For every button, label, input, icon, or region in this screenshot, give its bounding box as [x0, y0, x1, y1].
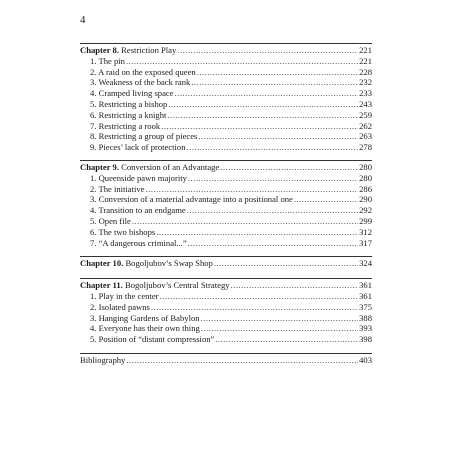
section-spacer: [80, 269, 372, 278]
toc-entry: [80, 194, 372, 205]
dot-leader: [132, 216, 358, 227]
entry-title: 4. Everyone has their own thing: [90, 323, 200, 334]
entry-title: 9. Pieces’ lack of protection: [90, 142, 186, 153]
table-of-contents: [80, 43, 372, 366]
dot-leader: [214, 258, 358, 269]
toc-entry: [80, 227, 372, 238]
toc-section-chapter-8: [80, 43, 372, 153]
toc-chapter-line: [80, 355, 372, 366]
toc-entry: [80, 67, 372, 78]
entry-page-number: 393: [359, 323, 372, 334]
entry-title: 7. Restricting a rook: [90, 120, 161, 131]
toc-entry: [80, 291, 372, 302]
chapter-label: Chapter 9.: [80, 161, 119, 172]
dot-leader: [231, 280, 359, 291]
toc-entry: [80, 205, 372, 216]
entry-page-number: 292: [359, 205, 372, 216]
toc-entry: [80, 110, 372, 121]
entry-title: 2. A raid on the exposed queen: [90, 66, 196, 77]
toc-entry: [80, 313, 372, 324]
dot-leader: [167, 110, 358, 121]
chapter-page-number: 361: [359, 280, 372, 291]
entry-page-number: 259: [359, 109, 372, 120]
dot-leader: [126, 355, 358, 366]
toc-chapter-heading: [80, 45, 176, 56]
toc-entry: [80, 323, 372, 334]
entry-page-number: 317: [359, 237, 372, 248]
entry-title: 8. Restricting a group of pieces: [90, 131, 198, 142]
dot-leader: [175, 88, 359, 99]
chapter-label: Chapter 11.: [80, 280, 123, 291]
entry-page-number: 262: [359, 120, 372, 131]
entry-page-number: 278: [359, 142, 372, 153]
dot-leader: [188, 173, 358, 184]
dot-leader: [187, 142, 359, 153]
toc-chapter-heading: [80, 280, 230, 291]
toc-entry: [80, 173, 372, 184]
dot-leader: [146, 184, 359, 195]
entry-page-number: 286: [359, 183, 372, 194]
toc-entry: [80, 56, 372, 67]
chapter-title: Bogoljubov’s Central Strategy: [124, 280, 230, 291]
dot-leader: [177, 45, 358, 56]
chapter-label: Chapter 8.: [80, 45, 119, 55]
entry-page-number: 221: [359, 55, 372, 66]
toc-chapter-heading: [80, 258, 213, 269]
dot-leader: [188, 238, 358, 249]
toc-entry: [80, 121, 372, 132]
toc-chapter-line: [80, 280, 372, 291]
toc-entry: [80, 184, 372, 195]
entry-title: 5. Restricting a bishop: [90, 98, 168, 109]
toc-entry: [80, 77, 372, 88]
toc-entry: [80, 131, 372, 142]
entry-title: 2. The initiative: [90, 183, 145, 194]
chapter-page-number: 403: [359, 354, 372, 365]
dot-leader: [294, 194, 358, 205]
chapter-page-number: 221: [359, 45, 372, 55]
dot-leader: [168, 99, 358, 110]
toc-chapter-line: [80, 258, 372, 269]
toc-entry: [80, 99, 372, 110]
toc-section-chapter-11: [80, 278, 372, 345]
entry-title: 3. Hanging Gardens of Babylon: [90, 312, 200, 323]
entry-page-number: 375: [359, 301, 372, 312]
dot-leader: [191, 77, 358, 88]
section-spacer: [80, 345, 372, 353]
dot-leader: [197, 67, 358, 78]
toc-entry: [80, 334, 372, 345]
toc-entry: [80, 238, 372, 249]
entry-title: 3. Weakness of the back rank: [90, 77, 191, 88]
dot-leader: [198, 131, 358, 142]
entry-page-number: 263: [359, 131, 372, 142]
toc-chapter-heading: [80, 162, 219, 173]
entry-title: 3. Conversion of a material advantage into a positional one: [90, 194, 293, 205]
entry-page-number: 361: [359, 290, 372, 301]
entry-title: 5. Open file: [90, 215, 131, 226]
toc-entry: [80, 302, 372, 313]
entry-page-number: 243: [359, 98, 372, 109]
entry-title: 4. Transition to an endgame: [90, 205, 186, 216]
entry-page-number: 398: [359, 334, 372, 345]
entry-title: 7. “A dangerous criminal...”: [90, 237, 187, 248]
chapter-page-number: 324: [359, 258, 372, 269]
chapter-page-number: 280: [359, 161, 372, 172]
section-spacer: [80, 248, 372, 256]
section-spacer: [80, 153, 372, 160]
entry-page-number: 232: [359, 77, 372, 88]
dot-leader: [187, 205, 358, 216]
page-number: 4: [80, 14, 86, 26]
toc-section-chapter-9: [80, 160, 372, 248]
entry-title: 6. Restricting a knight: [90, 109, 167, 120]
toc-chapter-heading: [80, 355, 125, 366]
dot-leader: [215, 334, 358, 345]
entry-title: 1. Queenside pawn majority: [90, 172, 187, 183]
entry-page-number: 388: [359, 312, 372, 323]
toc-chapter-line: [80, 162, 372, 173]
chapter-title: Bogoljubov’s Swap Shop: [125, 258, 213, 269]
toc-entry: [80, 142, 372, 153]
dot-leader: [201, 323, 358, 334]
dot-leader: [201, 313, 359, 324]
entry-title: 1. Play in the center: [90, 290, 159, 301]
toc-section-chapter-10: [80, 256, 372, 269]
chapter-title: Restriction Play: [121, 45, 177, 55]
entry-page-number: 233: [359, 88, 372, 99]
entry-page-number: 290: [359, 194, 372, 205]
chapter-label: Chapter 10.: [80, 258, 124, 269]
entry-page-number: 228: [359, 66, 372, 77]
entry-page-number: 312: [359, 226, 372, 237]
entry-title: 6. The two bishops: [90, 226, 156, 237]
dot-leader: [161, 121, 358, 132]
chapter-title: Bibliography: [80, 354, 126, 365]
entry-page-number: 280: [359, 172, 372, 183]
toc-section-bibliography: [80, 353, 372, 366]
toc-chapter-line: [80, 45, 372, 56]
entry-title: 4. Cramped living space: [90, 88, 174, 99]
dot-leader: [160, 291, 359, 302]
toc-entry: [80, 216, 372, 227]
dot-leader: [151, 302, 358, 313]
toc-entry: [80, 88, 372, 99]
dot-leader: [156, 227, 358, 238]
entry-title: 5. Position of “distant compression”: [90, 334, 215, 345]
entry-title: 1. The pin: [90, 55, 125, 66]
entry-title: 2. Isolated pawns: [90, 301, 150, 312]
chapter-title: Conversion of an Advantage: [121, 161, 220, 172]
entry-page-number: 299: [359, 215, 372, 226]
dot-leader: [126, 56, 358, 67]
dot-leader: [220, 162, 358, 173]
